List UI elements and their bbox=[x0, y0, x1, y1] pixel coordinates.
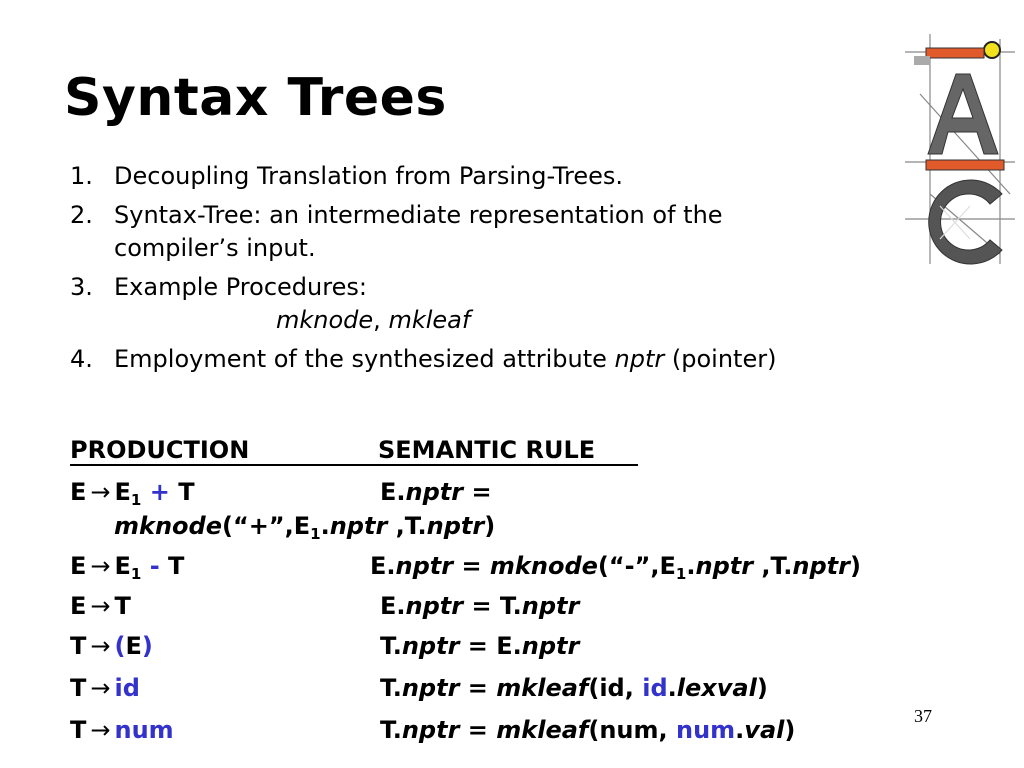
close: ) bbox=[484, 512, 496, 540]
lexval: lexval bbox=[676, 674, 757, 702]
list-text-main: Example Procedures: bbox=[114, 273, 367, 301]
rule-row-cont bbox=[114, 512, 495, 543]
lhs: T bbox=[70, 674, 87, 702]
e1: E bbox=[114, 478, 131, 506]
rule-row bbox=[70, 632, 580, 660]
rule-row bbox=[70, 674, 768, 702]
bullet-list bbox=[70, 160, 930, 382]
comma-t: ,T. bbox=[387, 512, 427, 540]
semantic-rule bbox=[380, 632, 579, 660]
arrow-icon: → bbox=[90, 716, 111, 744]
lhs: T bbox=[70, 716, 87, 744]
edot: E. bbox=[380, 592, 406, 620]
list-item-1 bbox=[70, 160, 930, 193]
semantic-rule bbox=[380, 478, 492, 506]
procedure-names bbox=[114, 306, 470, 334]
nptr: nptr bbox=[395, 552, 454, 580]
header-semantic-rule: SEMANTIC RULE bbox=[378, 436, 596, 464]
args: (“-”,E bbox=[597, 552, 676, 580]
list-number: 3. bbox=[70, 273, 93, 301]
nptr: nptr bbox=[405, 592, 464, 620]
list-item-3 bbox=[70, 271, 930, 337]
dot: . bbox=[667, 674, 677, 702]
num: num bbox=[675, 716, 736, 744]
minus-op: - bbox=[149, 552, 160, 580]
subscript: 1 bbox=[130, 565, 142, 583]
list-number: 1. bbox=[70, 162, 93, 190]
edot: E. bbox=[370, 552, 396, 580]
edot: E. bbox=[380, 478, 406, 506]
close: ) bbox=[784, 716, 796, 744]
rule-row bbox=[70, 592, 580, 620]
id: id bbox=[642, 674, 668, 702]
eq: = bbox=[453, 552, 490, 580]
subscript: 1 bbox=[675, 565, 687, 583]
idarg: (id, bbox=[588, 674, 643, 702]
eq: = bbox=[459, 632, 497, 660]
e: E bbox=[125, 632, 142, 660]
rule-row bbox=[70, 716, 796, 744]
list-item-2 bbox=[70, 199, 930, 265]
arrow-icon: → bbox=[90, 674, 111, 702]
nptr: nptr bbox=[521, 632, 580, 660]
lhs: T bbox=[70, 632, 87, 660]
separator: , bbox=[373, 306, 389, 334]
semantic-rule bbox=[370, 552, 861, 583]
list-number: 2. bbox=[70, 201, 93, 229]
comma-t: ,T. bbox=[753, 552, 793, 580]
mknode-text: mknode bbox=[276, 306, 374, 334]
nptr: nptr bbox=[329, 512, 388, 540]
mkleaf: mkleaf bbox=[496, 674, 589, 702]
semantic-rule bbox=[380, 716, 795, 744]
mknode: mknode bbox=[489, 552, 598, 580]
nptr: nptr bbox=[695, 552, 754, 580]
list-number: 4. bbox=[70, 345, 93, 373]
lhs: E bbox=[70, 552, 87, 580]
lhs: E bbox=[70, 478, 87, 506]
eq: = bbox=[463, 592, 500, 620]
list-text: Syntax-Tree: an intermediate representation of the compiler’s input. bbox=[114, 201, 723, 262]
table-header bbox=[70, 436, 638, 466]
close: ) bbox=[849, 552, 861, 580]
num: num bbox=[114, 716, 174, 744]
plus-op: + bbox=[149, 478, 170, 506]
id: id bbox=[114, 674, 140, 702]
arrow-icon: → bbox=[90, 552, 111, 580]
t: T bbox=[114, 592, 131, 620]
close: ) bbox=[756, 674, 768, 702]
nptr: nptr bbox=[426, 512, 485, 540]
tdot: T. bbox=[380, 716, 402, 744]
e1: E bbox=[114, 552, 131, 580]
mknode: mknode bbox=[114, 512, 222, 540]
nptr: nptr bbox=[401, 632, 460, 660]
nptr: nptr bbox=[405, 478, 464, 506]
mkleaf: mkleaf bbox=[496, 716, 589, 744]
eq: = bbox=[459, 674, 497, 702]
list-text: Decoupling Translation from Parsing-Trees. bbox=[114, 162, 624, 190]
eq: = bbox=[459, 716, 497, 744]
list-text bbox=[114, 271, 930, 337]
arrow-icon: → bbox=[90, 632, 111, 660]
arrow-icon: → bbox=[90, 478, 111, 506]
tdot: T. bbox=[499, 592, 522, 620]
tdot: T. bbox=[380, 674, 402, 702]
args: (“+”,E bbox=[222, 512, 311, 540]
list-text bbox=[114, 343, 930, 376]
page-number: 37 bbox=[914, 706, 932, 726]
semantic-rule bbox=[380, 674, 768, 702]
arrow-icon: → bbox=[90, 592, 111, 620]
lhs: E bbox=[70, 592, 87, 620]
mkleaf-text: mkleaf bbox=[388, 306, 471, 334]
list-text-post: (pointer) bbox=[664, 345, 777, 373]
rule-row bbox=[70, 552, 861, 583]
lparen: ( bbox=[114, 632, 126, 660]
rparen: ) bbox=[141, 632, 153, 660]
dot: . bbox=[735, 716, 745, 744]
numarg: (num, bbox=[588, 716, 676, 744]
nptr-text: nptr bbox=[614, 345, 665, 373]
list-item-4 bbox=[70, 343, 930, 376]
nptr: nptr bbox=[401, 674, 460, 702]
nptr: nptr bbox=[401, 716, 460, 744]
nptr: nptr bbox=[792, 552, 850, 580]
val: val bbox=[744, 716, 785, 744]
eq: = bbox=[463, 478, 492, 506]
header-production: PRODUCTION bbox=[70, 436, 250, 464]
t: T bbox=[178, 478, 195, 506]
rule-row bbox=[70, 478, 492, 509]
subscript: 1 bbox=[310, 525, 321, 543]
semantic-rule bbox=[380, 592, 579, 620]
slide-title: Syntax Trees bbox=[64, 68, 447, 128]
t: T bbox=[168, 552, 185, 580]
dot: . bbox=[686, 552, 696, 580]
subscript: 1 bbox=[130, 491, 142, 509]
dot: . bbox=[320, 512, 330, 540]
edot: E. bbox=[496, 632, 522, 660]
tdot: T. bbox=[380, 632, 402, 660]
list-text-pre: Employment of the synthesized attribute bbox=[114, 345, 615, 373]
nptr: nptr bbox=[521, 592, 580, 620]
